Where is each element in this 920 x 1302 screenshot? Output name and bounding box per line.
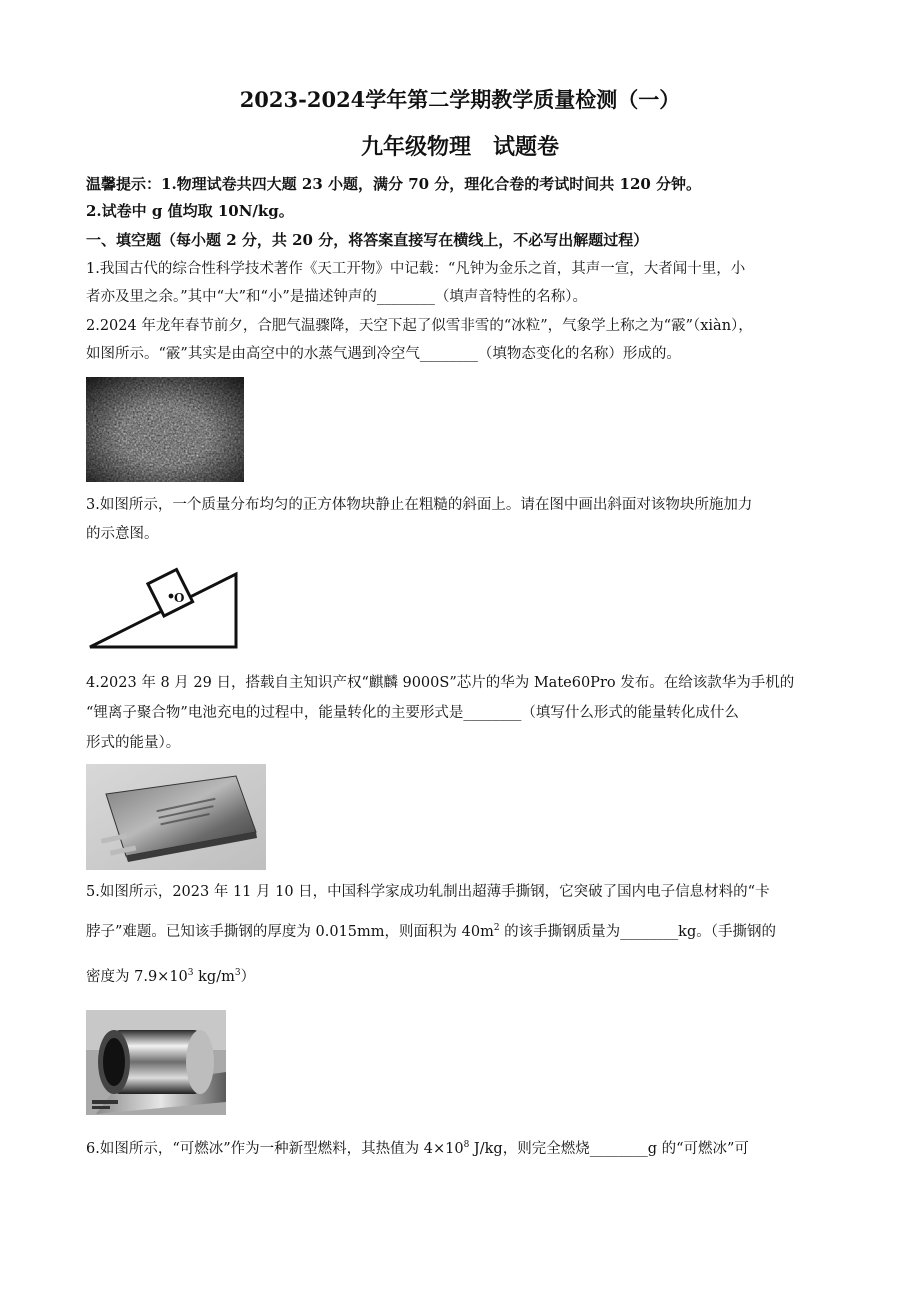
exam-subtitle: 九年级物理 试题卷 (360, 134, 559, 160)
question-5-line-2-part-a: 脖子”难题。已知该手撕钢的厚度为 0.015mm，则面积为 40m (86, 924, 494, 940)
question-4-line-1: 4.2023 年 8 月 29 日，搭载自主知识产权“麒麟 9000S”芯片的华为 Mate60Pro 发布。在给该款华为手机的 (86, 675, 795, 691)
question-5-exponent-1: 2 (493, 923, 500, 933)
question-5-line-3-part-b: kg/m (193, 969, 235, 985)
question-5-line-3 (86, 967, 846, 987)
incline-block-diagram (86, 560, 246, 652)
question-3-line-1: 3.如图所示，一个质量分布均匀的正方体物块静止在粗糙的斜面上。请在图中画出斜面对该物块所施加力 (86, 497, 753, 513)
steel-foil-photo (86, 1010, 226, 1115)
question-6-line-1-part-b: J/kg，则完全燃烧________g 的“可燃冰”可 (469, 1141, 749, 1157)
exam-title: 2023-2024学年第二学期教学质量检测（一） (239, 87, 681, 112)
question-6-line-1 (86, 1139, 846, 1159)
battery-photo (86, 764, 266, 870)
question-5-exponent-3: 3 (234, 968, 241, 978)
question-1-line-1: 1.我国古代的综合性科学技术著作《天工开物》中记载：“凡钟为金乐之首，其声一宣，大者闻十里，小 (86, 261, 746, 277)
question-3-line-2: 的示意图。 (86, 526, 159, 542)
question-1-line-2: 者亦及里之余。”其中“大”和“小”是描述钟声的________（填声音特性的名称）。 (86, 289, 588, 305)
question-2-line-2: 如图所示。“霰”其实是由高空中的水蒸气遇到冷空气________（填物态变化的名称）形成的。 (86, 346, 681, 362)
notice-line-2: 2.试卷中 g 值均取 10N/kg。 (86, 202, 294, 220)
question-5-line-1: 5.如图所示，2023 年 11 月 10 日，中国科学家成功轧制出超薄手撕钢，它突破了国内电子信息材料的“卡 (86, 884, 770, 900)
question-4-line-2: “锂离子聚合物”电池充电的过程中，能量转化的主要形式是________（填写什么形式的能量转化成什么 (86, 705, 739, 721)
question-6-line-1-part-a: 6.如图所示，“可燃冰”作为一种新型燃料，其热值为 4×10 (86, 1141, 464, 1157)
question-2-line-1: 2.2024 年龙年春节前夕，合肥气温骤降，天空下起了似雪非雪的“冰粒”，气象学上称之为“霰”（xiàn）， (86, 318, 753, 334)
block-label: O (174, 591, 185, 605)
section-heading: 一、填空题（每小题 2 分，共 20 分，将答案直接写在横线上，不必写出解题过程） (86, 231, 649, 249)
notice-line-1: 温馨提示：1.物理试卷共四大题 23 小题，满分 70 分，理化合卷的考试时间共 120 分钟。 (86, 175, 702, 193)
question-5-exponent-2: 3 (187, 968, 194, 978)
question-4-line-3: 形式的能量）。 (86, 735, 181, 751)
sleet-photo (86, 377, 244, 482)
question-5-line-2 (86, 922, 846, 942)
question-5-line-2-part-b: 的该手撕钢质量为________kg。（手撕钢的 (499, 924, 777, 940)
question-5-line-3-part-a: 密度为 7.9×10 (86, 969, 188, 985)
question-5-line-3-part-c: ） (240, 969, 256, 985)
question-6-exponent: 8 (463, 1140, 470, 1150)
